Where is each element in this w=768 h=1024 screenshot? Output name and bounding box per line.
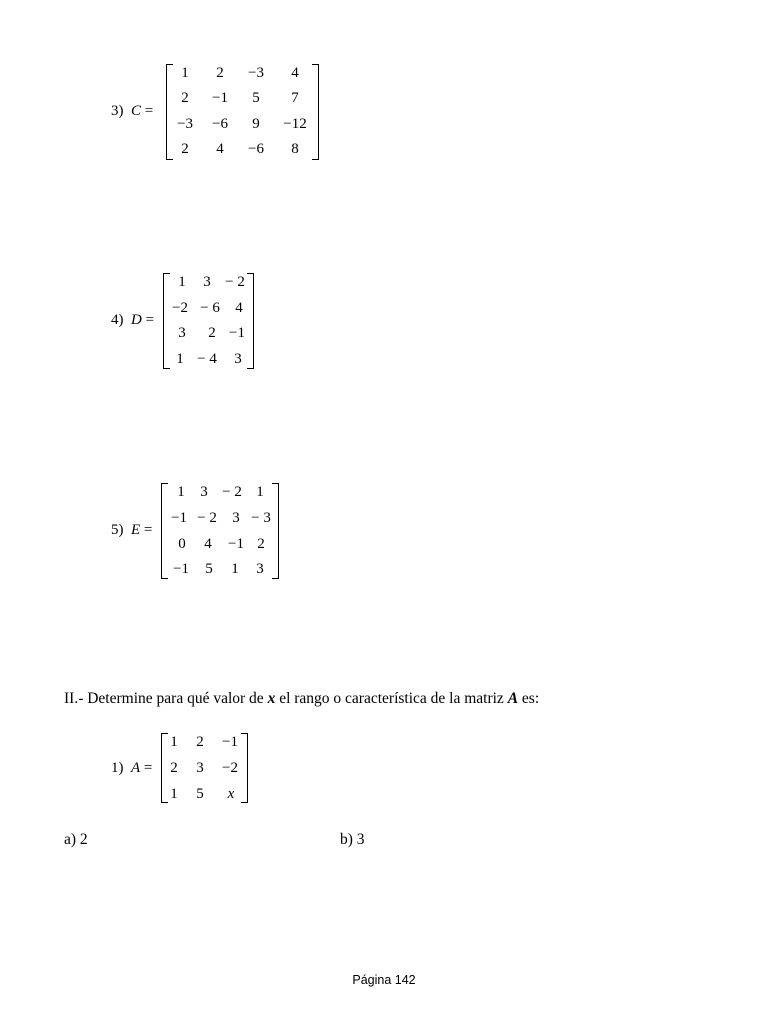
matrix-a-number: 1) (111, 760, 124, 776)
matrix-cell: − 2 (222, 484, 242, 500)
matrix-c-equals: = (144, 103, 154, 119)
matrix-cell: −1 (171, 510, 187, 526)
matrix-cell: −3 (248, 65, 264, 81)
matrix-cell: 3 (200, 484, 208, 500)
matrix-a-variable: A (131, 760, 141, 776)
matrix-cell: 1 (170, 786, 178, 802)
instruction-middle: el rango o característica de la matriz (275, 690, 508, 707)
matrix-cell: 2 (257, 536, 265, 552)
matrix-cell: − 6 (200, 300, 220, 316)
matrix-e-equals: = (143, 522, 153, 538)
matrix-d-variable: D (131, 312, 142, 328)
matrix-c-number: 3) (111, 103, 124, 119)
matrix-cell: −6 (248, 141, 264, 157)
matrix-cell: 2 (181, 90, 189, 106)
matrix-cell: 2 (196, 734, 204, 750)
matrix-e-number: 5) (111, 522, 124, 538)
matrix-cell: − 2 (225, 274, 245, 290)
matrix-cell: − 2 (197, 510, 217, 526)
matrix-cell: 2 (208, 325, 216, 341)
matrix-c-variable: C (131, 103, 142, 119)
matrix-cell: 3 (234, 351, 242, 367)
matrix-d-label (111, 312, 154, 329)
matrix-cell: 3 (178, 325, 186, 341)
matrix-cell: −1 (212, 90, 228, 106)
matrix-cell: − 3 (251, 510, 271, 526)
matrix-a-label (111, 760, 152, 777)
matrix-cell: −1 (222, 734, 238, 750)
matrix-cell: 7 (291, 90, 299, 106)
matrix-cell: −2 (172, 300, 188, 316)
matrix-cell: 1 (231, 561, 239, 577)
matrix-a-equals: = (143, 760, 153, 776)
matrix-cell: 8 (291, 141, 299, 157)
matrix-cell: −2 (222, 760, 238, 776)
matrix-cell: 1 (177, 484, 185, 500)
matrix-cell: −6 (212, 116, 228, 132)
matrix-d-equals: = (145, 312, 155, 328)
matrix-cell: 3 (232, 510, 240, 526)
matrix-e-variable: E (131, 522, 141, 538)
matrix-cell: 1 (256, 484, 264, 500)
matrix-cell: − 4 (197, 351, 217, 367)
matrix-cell: 1 (176, 351, 184, 367)
matrix-cell: −1 (229, 325, 245, 341)
page-number: Página 142 (352, 973, 416, 987)
matrix-e-label (111, 522, 152, 539)
option-b: b) 3 (340, 831, 365, 848)
instruction-var-a: A (507, 690, 519, 707)
matrix-cell: 1 (181, 65, 189, 81)
matrix-cell: 2 (216, 65, 224, 81)
matrix-cell: 5 (205, 561, 213, 577)
matrix-cell: 5 (252, 90, 260, 106)
matrix-cell: 9 (252, 116, 260, 132)
matrix-cell: 4 (216, 141, 224, 157)
matrix-cell: 4 (291, 65, 299, 81)
option-a: a) 2 (64, 831, 88, 848)
matrix-cell: −1 (228, 536, 244, 552)
matrix-cell: 3 (196, 760, 204, 776)
matrix-cell: 2 (170, 760, 178, 776)
matrix-cell: −3 (177, 116, 193, 132)
section-2-instruction (64, 690, 539, 708)
matrix-cell: 3 (256, 561, 264, 577)
matrix-cell: −1 (173, 561, 189, 577)
instruction-var-x: x (267, 690, 276, 707)
matrix-cell: 0 (178, 536, 186, 552)
matrix-cell: x (227, 786, 235, 802)
matrix-cell: 5 (196, 786, 204, 802)
instruction-suffix: es: (518, 690, 540, 707)
matrix-c-label (111, 103, 153, 120)
matrix-cell: 1 (170, 734, 178, 750)
matrix-cell: 3 (203, 274, 211, 290)
matrix-cell: 1 (178, 274, 186, 290)
matrix-cell: −12 (283, 116, 307, 132)
instruction-prefix: II.- Determine para qué valor de (64, 690, 268, 707)
matrix-cell: 4 (204, 536, 212, 552)
matrix-cell: 4 (235, 300, 243, 316)
matrix-d-number: 4) (111, 312, 124, 328)
matrix-cell: 2 (181, 141, 189, 157)
